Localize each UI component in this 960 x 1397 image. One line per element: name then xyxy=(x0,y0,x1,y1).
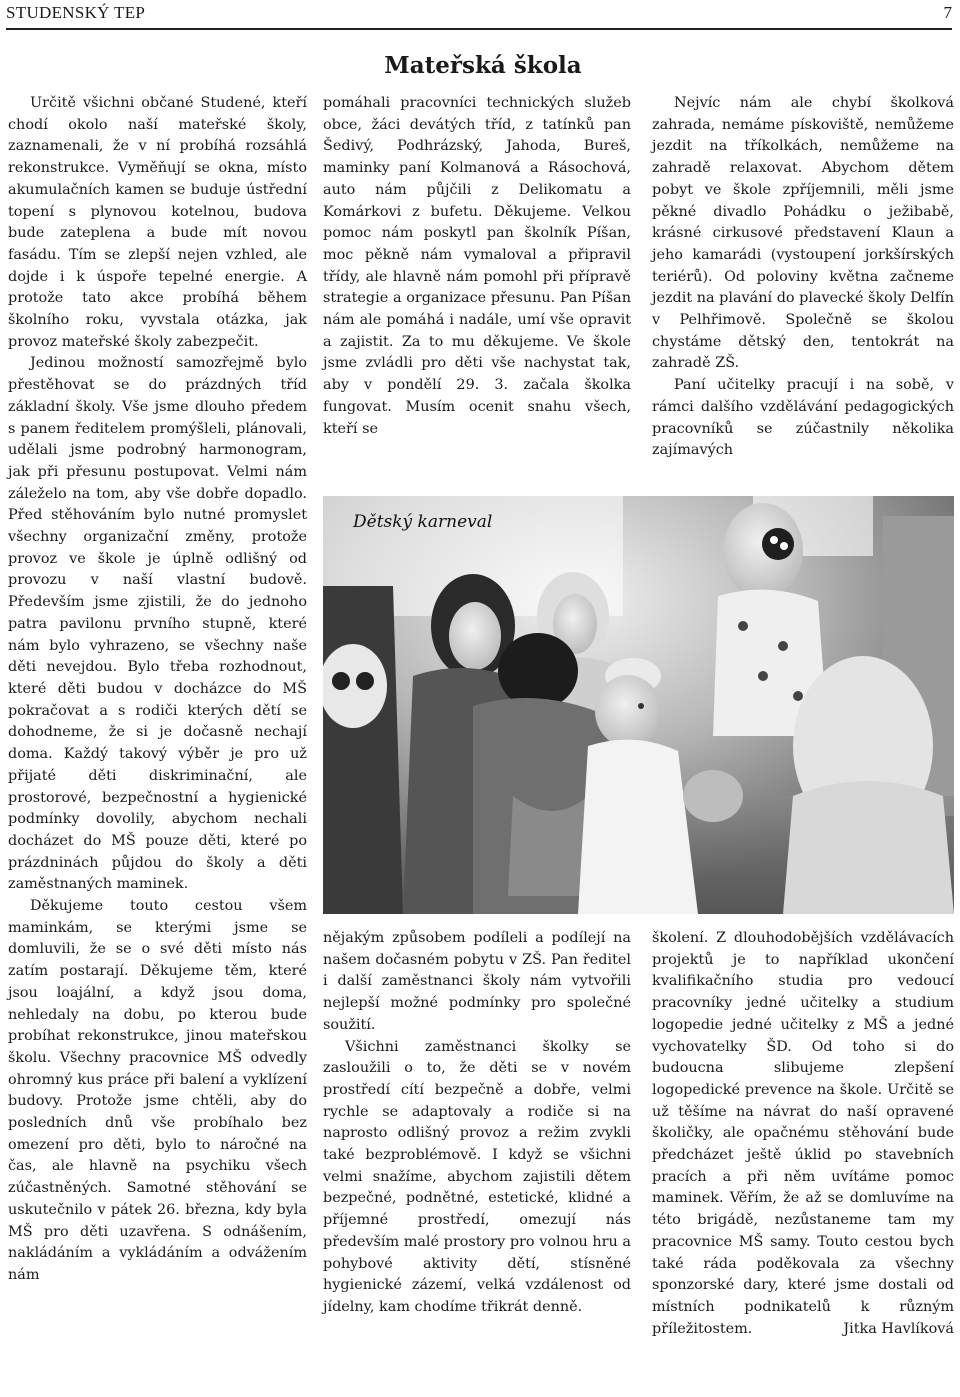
carnival-photo xyxy=(323,496,954,914)
page-header xyxy=(6,0,952,30)
article-column-3-bottom xyxy=(652,928,954,1340)
paragraph: Nejvíc nám ale chybí školková zahrada, nemáme pískoviště, nemůžeme jezdit na tříkolkách, nemůžeme na zahradě relaxovat. Abychom dětem pobyt ve škole zpříjemnili, měli jsme pěkné divadlo Pohádku o ježibabě, krásné cirkusové představení Klaun a jeho kamarádi (vystoupení jorkšírských teriérů). Od poloviny května začneme jezdit na plavání do plavecké školy Delfín v Pelhřimově. Společně se školou chystáme dětský den, tentokrát na zahradě ZŠ. xyxy=(652,95,954,372)
carnival-photo-image xyxy=(323,496,954,914)
article-title: Mateřská škola xyxy=(384,52,582,79)
article-column-1 xyxy=(8,93,307,1287)
photo-caption: Dětský karneval xyxy=(353,512,493,532)
paragraph: Jedinou možností samozřejmě bylo přestěhovat se do prázdných tříd základní školy. Vše jsme dlouho předem s panem ředitelem promýšleli, plánovali, udělali jsme podrobný harmonogram, jak při přesunu postupovat. Velmi nám záleželo na tom, aby vše dobře dopadlo. Před stěhováním bylo nutné promyslet všechny organizační změny, protože provoz ve škole je úplně odlišný od provozu v naší vlastní budově. Především jsme zjistili, že do jednoho patra pavilonu prvního stupně, které nám bylo vyhrazeno, se všechny naše děti nevejdou. Bylo třeba rozhodnout, které děti budou v docházce do MŠ pokračovat a s rodiči kterých dětí se dohodneme, že si je dočasně nechají doma. Každý takový výběr je pro už přijaté děti diskriminační, ale prostorové, bezpečnostní a hygienické podmínky dovolily, abychom nechali docházet do MŠ pouze děti, které po prázdninách půjdou do školy a děti zaměstnaných maminek. xyxy=(8,355,307,893)
paragraph: nějakým způsobem podíleli a podílejí na našem dočasném pobytu v ZŠ. Pan ředitel i další zaměstnanci školy nám vytvořili nejlepší možné podmínky pro společné soužití. xyxy=(323,930,631,1033)
paragraph: Děkujeme touto cestou všem maminkám, se kterými jsme se domluvili, že se o své děti místo nás zatím postarají. Děkujeme těm, které jsou loajální, a když jsou doma, nehledaly na dobu, po kterou bude probíhat rekonstrukce, jinou mateřskou školu. Všechny pracovnice MŠ odvedly ohromný kus práce při balení a vyklízení budovy. Protože jsme chtěli, aby do posledních dnů vše probíhalo bez omezení pro děti, bylo to náročné na čas, ale hlavně na psychiku všech zúčastněných. Samotné stěhování se uskutečnilo v pátek 26. března, kdy byla MŠ pro děti uzavřena. S odnášením, nakládáním a vykládáním a odvážením nám xyxy=(8,898,307,1283)
page-number: 7 xyxy=(943,3,952,22)
paragraph-text: školení. Z dlouhodobějších vzdělávacích projektů je to například ukončení kvalifikačního studia pro vedoucí pracovníky jedné učitelky a studium logopedie jedné učitelky z MŠ a jedné vychovatelky ŠD. Od toho si do budoucna slibujeme zlepšení logopedické prevence na škole. Určitě se už těšíme na návrat do naší opravené školičky, ale opačnému stěhování bude předcházet ještě úklid po stavebních pracích a při něm uvítáme pomoc maminek. Věřím, že až se domluvíme na této brigádě, nezůstaneme tam my pracovnice MŠ samy. Touto cestou bych také ráda poděkovala za všechny sponzorské dary, které jsme dostali od místních podnikatelů k různým příležitostem. xyxy=(652,930,954,1337)
paragraph: Všichni zaměstnanci školky se zasloužili o to, že děti se v novém prostředí cítí bezpečně a dobře, velmi rychle se adaptovaly a rodiče si na naprosto odlišný provoz a režim zvykli také bezproblémově. I když se všichni velmi snažíme, abychom zajistili dětem bezpečné, podnětné, estetické, klidné a příjemné prostředí, omezují nás především malé prostory pro volnou hru a pohybové aktivity dětí, stísněné hygienické zázemí, velká vzdálenost od jídelny, kam chodíme třikrát denně. xyxy=(323,1038,631,1315)
article-column-2-bottom xyxy=(323,928,631,1319)
paragraph: Určitě všichni občané Studené, kteří chodí okolo naší mateřské školy, zaznamenali, že v ní probíhá rozsáhlá rekonstrukce. Vyměňují se okna, místo akumulačních kamen se buduje ústřední topení s plynovou kotelnou, budova bude zateplena a bude mít novou fasádu. Tím se zlepší nejen vzhled, ale dojde i k úspoře tepelné energie. A protože tato akce probíhá během školního roku, vyvstala otázka, jak provoz mateřské školy zabezpečit. xyxy=(8,95,307,350)
article-column-2-top xyxy=(323,93,631,440)
paragraph: pomáhali pracovníci technických služeb obce, žáci devátých tříd, z tatínků pan Šedivý, Podhrázský, Jahoda, Bureš, maminky paní Kolmanová a Rásochová, auto nám půjčili z Delikomatu a Komárkovi z bufetu. Děkujeme. Velkou pomoc nám poskytl pan školník Píšan, moc pěkně nám vymaloval a připravil třídy, ale hlavně nám pomohl při přípravě strategie a organizace přesunu. Pan Píšan nám ale pomáhá i nadále, umí vše opravit a zajistit. Za to mu děkujeme. Ve škole jsme zvládli pro děti vše nachystat tak, aby v pondělí 29. 3. začala školka fungovat. Musím ocenit snahu všech, kteří se xyxy=(323,95,631,437)
paragraph: Paní učitelky pracují i na sobě, v rámci dalšího vzdělávání pedagogických pracovníků se zúčastnily několika zajímavých xyxy=(652,377,954,459)
author-signature: Jitka Havlíková xyxy=(843,1320,954,1337)
publication-title: STUDENSKÝ TEP xyxy=(6,3,146,22)
paragraph xyxy=(652,928,954,1340)
article-column-3-top xyxy=(652,93,954,462)
